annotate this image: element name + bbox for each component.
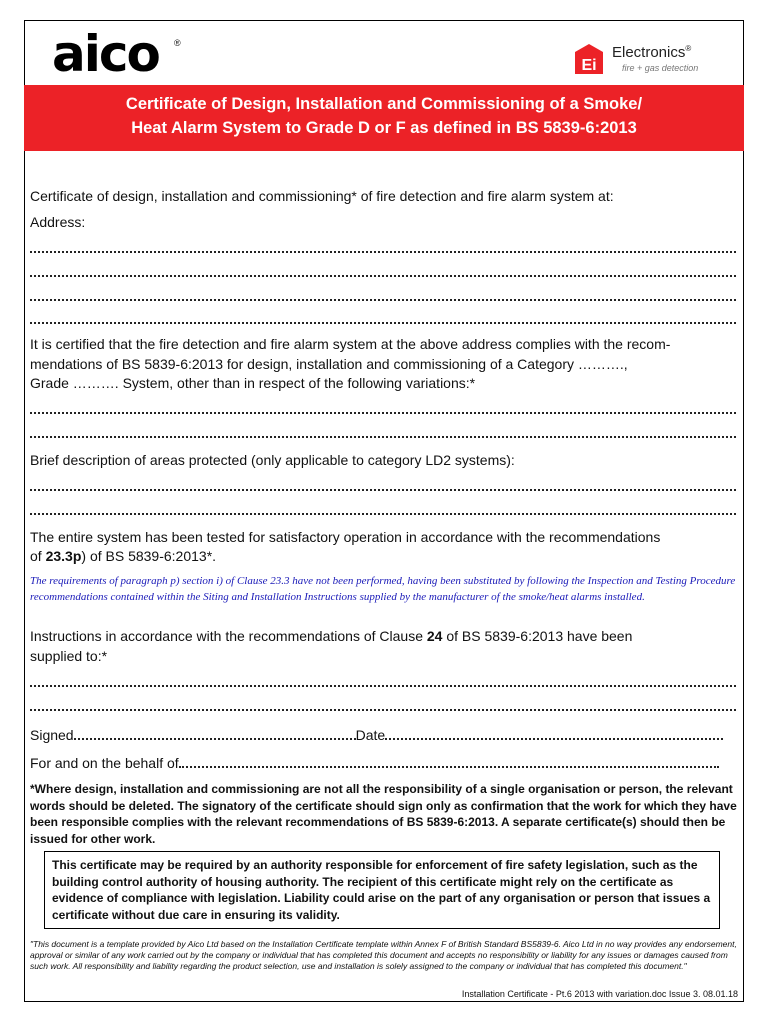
intro-text: Certificate of design, installation and commissioning* of fire detection and fire alarm system at: [30, 188, 614, 204]
address-line-3[interactable] [30, 293, 736, 301]
ei-brand [612, 44, 691, 61]
responsibility-footnote: *Where design, installation and commissioning are not all the responsibility of a single organisation or person, the relevant words should be deleted. The signatory of the certificate should sign only as confirmation that the work for which they have been responsible complies with the relevant recommendations of BS 5839-6:2013. A separate certificate(s) should then be issued for other work. [30, 782, 737, 846]
legal-notice-box: This certificate may be required by an authority responsible for enforcement of fire safety legislation, such as the building control authority of housing authority. The recipient of this certificate might rely on the certificate as evidence of compliance with legislation. Liability could arise on the part of any organisation or person that issues a certificate without due care in ensuring its validity. [44, 851, 720, 929]
areas-label: Brief description of areas protected (only applicable to category LD2 systems): [30, 452, 515, 468]
behalf-label: For and on the behalf of [30, 755, 179, 771]
tested-line-2 [30, 548, 738, 565]
certify-line-3: Grade ………. System, other than in respect of the following variations:* [30, 375, 476, 391]
disclaimer-text: "This document is a template provided by Aico Ltd based on the Installation Certificate template within Annex F of British Standard BS5839-6. Aico Ltd in no way provides any endorsement, approval or similar of any work carried out by the company or individual that has completed this document and accepts no responsibility or liability for any issues or damages caused from such work. All responsibility and liability regarding the product selection, use and installation is solely assigned to the company or individual that has completed this document." [30, 939, 737, 971]
variation-note: The requirements of paragraph p) section i) of Clause 23.3 have not been performed, having been substituted by following the Inspection and Testing Procedure recommendations contained within the Siting and Installation Instructions supplied by the manufacturer of the smoke/heat alarms installed. [30, 575, 736, 603]
supplied-to-label: supplied to:* [30, 648, 108, 664]
signed-row [30, 727, 738, 744]
ei-brand-text: Electronics [612, 44, 686, 61]
date-label: Date [355, 727, 386, 743]
clause-23-3p: 23.3p [45, 548, 82, 564]
address-label: Address: [30, 214, 86, 230]
tested-post: ) of BS 5839-6:2013*. [81, 548, 217, 564]
date-field[interactable] [385, 734, 723, 740]
title-line-2: Heat Alarm System to Grade D or F as defined in BS 5839-6:2013 [131, 119, 637, 137]
instructions-line [30, 628, 738, 645]
title-banner [24, 85, 744, 151]
tested-pre: of [30, 548, 46, 564]
areas-line-2[interactable] [30, 507, 736, 515]
tested-line-1: The entire system has been tested for satisfactory operation in accordance with the recommendations [30, 529, 661, 545]
certify-line-1: It is certified that the fire detection and fire alarm system at the above address complies with the recom- [30, 336, 671, 352]
supplied-line-2[interactable] [30, 703, 736, 711]
instructions-pre: Instructions in accordance with the recommendations of Clause [30, 628, 427, 644]
ei-tagline: fire + gas detection [622, 63, 699, 73]
document-reference: Installation Certificate - Pt.6 2013 with variation.doc Issue 3. 08.01.18 [461, 989, 738, 999]
clause-24: 24 [426, 628, 443, 644]
address-line-2[interactable] [30, 269, 736, 277]
title-line-1: Certificate of Design, Installation and Commissioning of a Smoke/ [125, 95, 643, 113]
aico-registered-mark: ® [174, 38, 181, 48]
behalf-field[interactable] [179, 762, 719, 768]
address-line-1[interactable] [30, 245, 736, 253]
address-line-4[interactable] [30, 316, 736, 324]
aico-logo: aico [52, 25, 159, 83]
signed-label: Signed [30, 727, 74, 743]
variations-line-2[interactable] [30, 430, 736, 438]
certify-line-2: mendations of BS 5839-6:2013 for design, installation and commissioning of a Category ………., [30, 356, 628, 372]
ei-logo-icon [575, 44, 603, 74]
instructions-post: of BS 5839-6:2013 have been [442, 628, 633, 644]
areas-line-1[interactable] [30, 483, 736, 491]
signed-field[interactable] [74, 734, 356, 740]
supplied-line-1[interactable] [30, 679, 736, 687]
variations-line-1[interactable] [30, 406, 736, 414]
ei-registered-mark: ® [685, 44, 692, 53]
ei-mark: Ei [581, 57, 597, 74]
behalf-row [30, 755, 738, 772]
